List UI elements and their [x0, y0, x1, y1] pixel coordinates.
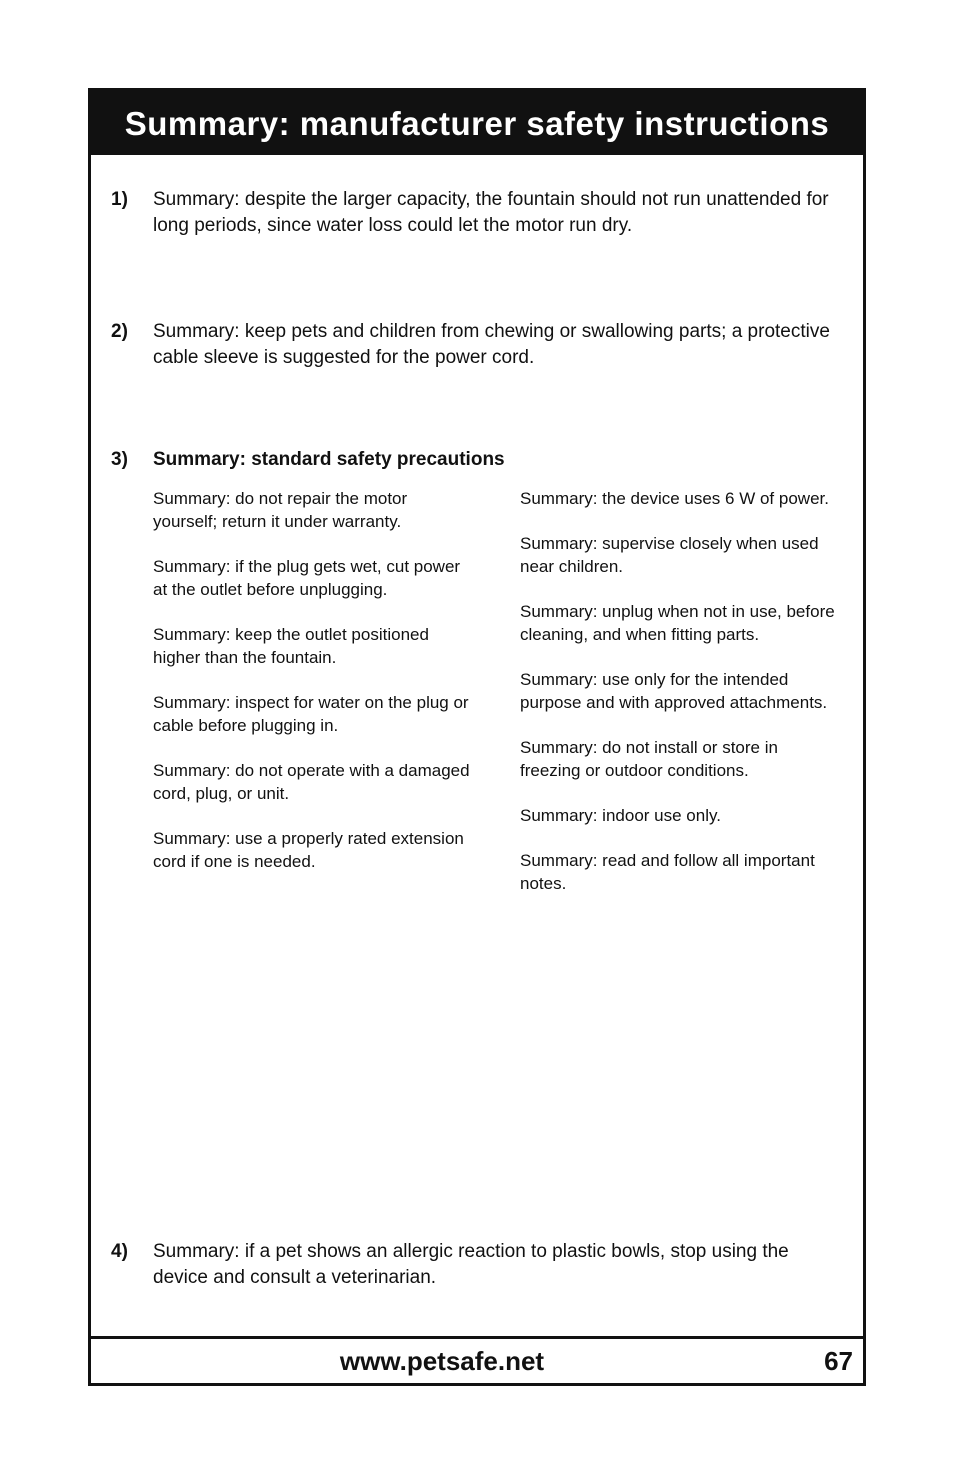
precaution-item: Summary: do not install or store in freezing or outdoor conditions. — [520, 738, 778, 780]
precaution-item: Summary: supervise closely when used near children. — [520, 534, 819, 576]
precaution-item: Summary: use a properly rated extension cord if one is needed. — [153, 829, 464, 871]
section-number: 2) — [111, 321, 128, 342]
section-1 — [111, 187, 843, 239]
section-3 — [111, 447, 843, 473]
section-4 — [111, 1239, 843, 1291]
precaution-item: Summary: inspect for water on the plug or cable before plugging in. — [153, 693, 469, 735]
section-2 — [111, 319, 843, 371]
section-heading: Summary: standard safety precautions — [153, 449, 505, 470]
precaution-item: Summary: use only for the intended purpose and with approved attachments. — [520, 670, 828, 712]
precaution-item: Summary: do not repair the motor yourself; return it under warranty. — [153, 489, 408, 531]
page-footer — [91, 1336, 863, 1383]
precaution-item: Summary: indoor use only. — [520, 806, 721, 825]
section-text: Summary: keep pets and children from chewing or swallowing parts; a protective cable sleeve is suggested for the power cord. — [153, 321, 830, 368]
precaution-columns — [153, 487, 843, 917]
page-number: 67 — [824, 1345, 853, 1376]
precaution-item: Summary: the device uses 6 W of power. — [520, 489, 829, 508]
section-number: 1) — [111, 189, 128, 210]
page-title: Summary: manufacturer safety instructions — [91, 91, 863, 155]
precaution-item: Summary: do not operate with a damaged cord, plug, or unit. — [153, 761, 470, 803]
page-frame — [88, 88, 866, 1386]
section-text: Summary: if a pet shows an allergic reaction to plastic bowls, stop using the device and consult a veterinarian. — [153, 1241, 789, 1288]
section-text: Summary: despite the larger capacity, the fountain should not run unattended for long periods, since water loss could let the motor run dry. — [153, 189, 829, 236]
section-number: 4) — [111, 1241, 128, 1262]
precaution-column-left — [153, 487, 476, 917]
precaution-item: Summary: unplug when not in use, before cleaning, and when fitting parts. — [520, 602, 835, 644]
section-number: 3) — [111, 449, 128, 470]
precaution-item: Summary: read and follow all important notes. — [520, 851, 815, 893]
precaution-column-right — [520, 487, 843, 917]
precaution-item: Summary: keep the outlet positioned higher than the fountain. — [153, 625, 429, 667]
precaution-item: Summary: if the plug gets wet, cut power at the outlet before unplugging. — [153, 557, 461, 599]
website-url: www.petsafe.net — [339, 1345, 545, 1376]
